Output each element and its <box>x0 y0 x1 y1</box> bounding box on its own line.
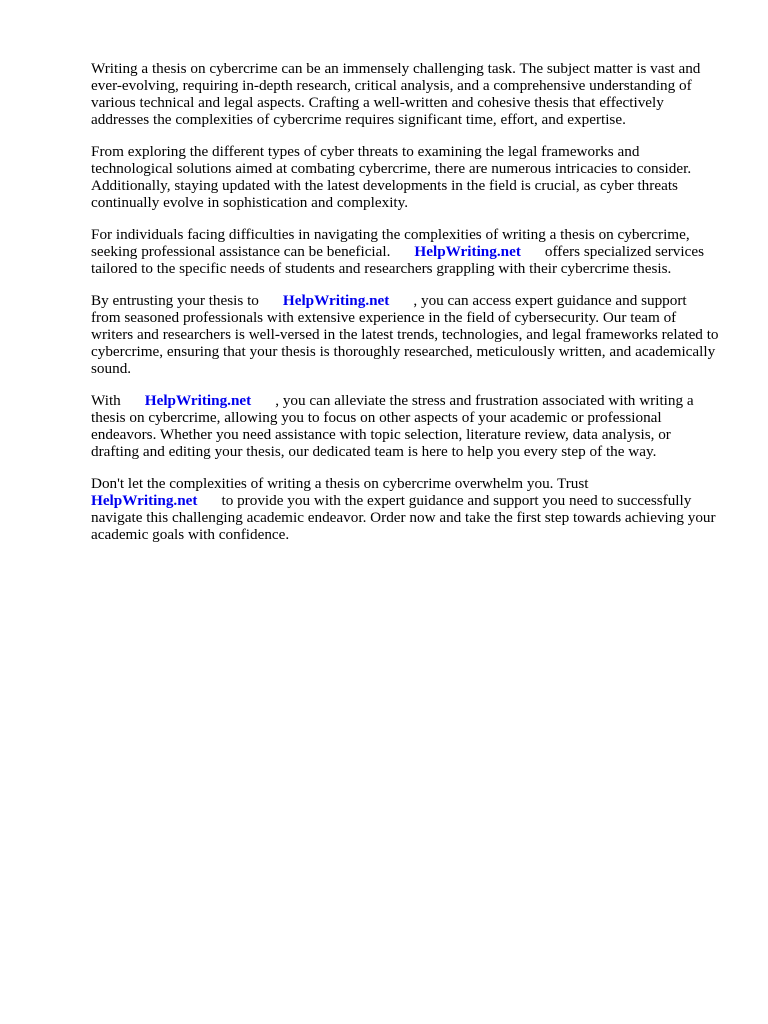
helpwriting-link-4[interactable]: HelpWriting.net <box>91 492 198 509</box>
paragraph-entrusting-text-after: , you can access expert guidance and support from seasoned professionals with extensive experience in the field of cybersecurity. Our team of writers and researchers is well-versed in the latest trends, technologies, and legal frameworks related to cybercrime, ensuring that your thesis is thoroughly researched, meticulously written, and academically sound. <box>91 292 719 377</box>
paragraph-entrusting-text-before: By entrusting your thesis to <box>91 292 259 309</box>
helpwriting-link-3[interactable]: HelpWriting.net <box>144 392 252 409</box>
paragraph-assistance-text-before: For individuals facing difficulties in navigating the complexities of writing a thesis on cybercrime, seeking professional assistance can be beneficial. <box>91 226 690 260</box>
paragraph-closing-text-before: Don't let the complexities of writing a thesis on cybercrime overwhelm you. Trust <box>91 475 589 492</box>
paragraph-threats-text: From exploring the different types of cyber threats to examining the legal frameworks and technological solutions aimed at combating cybercrime, there are numerous intricacies to consider. Additionally, staying updated with the latest developments in the field is crucial, as cyber threats continually evolve in sophistication and complexity. <box>91 143 692 211</box>
paragraph-intro <box>91 60 719 128</box>
paragraph-closing-text-after: to provide you with the expert guidance and support you need to successfully navigate this challenging academic endeavor. Order now and take the first step towards achieving your academic goals with confidence. <box>91 492 716 543</box>
document-body <box>91 60 719 558</box>
paragraph-assistance <box>91 226 719 277</box>
helpwriting-link-2[interactable]: HelpWriting.net <box>282 292 390 309</box>
paragraph-entrusting <box>91 292 719 377</box>
paragraph-assistance-text-after: offers specialized services tailored to the specific needs of students and researchers grappling with their cybercrime thesis. <box>91 243 705 277</box>
paragraph-threats <box>91 143 719 211</box>
paragraph-alleviate-text-after: , you can alleviate the stress and frustration associated with writing a thesis on cybercrime, allowing you to focus on other aspects of your academic or professional endeavors. Whether you need assistance with topic selection, literature review, data analysis, or drafting and editing your thesis, our dedicated team is here to help you every step of the way. <box>91 392 694 460</box>
paragraph-alleviate-text-before: With <box>91 392 121 409</box>
paragraph-intro-text: Writing a thesis on cybercrime can be an immensely challenging task. The subject matter is vast and ever-evolving, requiring in-depth research, critical analysis, and a comprehensive understanding of various technical and legal aspects. Crafting a well-written and cohesive thesis that effectively addresses the complexities of cybercrime requires significant time, effort, and expertise. <box>91 60 701 128</box>
helpwriting-link-1[interactable]: HelpWriting.net <box>414 243 521 260</box>
paragraph-closing <box>91 475 719 543</box>
paragraph-alleviate <box>91 392 719 460</box>
